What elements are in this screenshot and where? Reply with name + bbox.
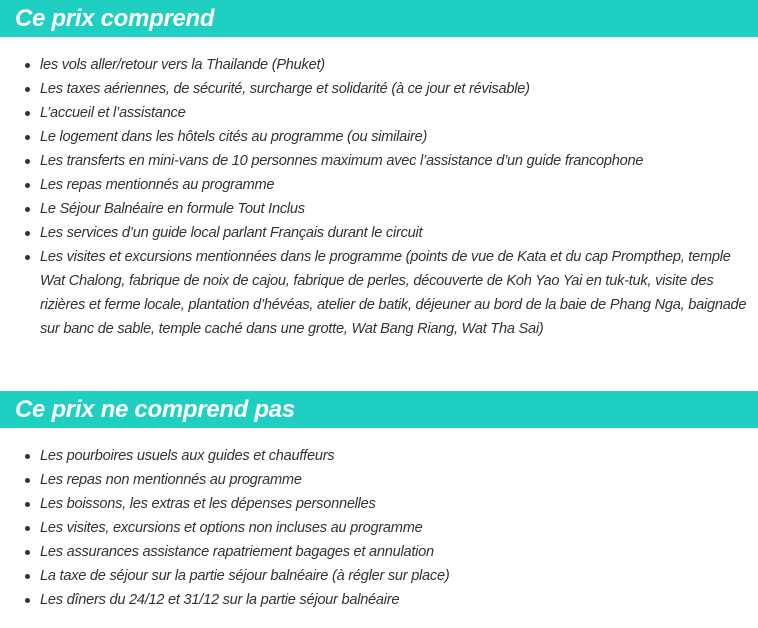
list-item-text: Les pourboires usuels aux guides et chauffeurs (40, 448, 335, 464)
list-item (0, 197, 758, 221)
list-item-text: L’accueil et l’assistance (40, 105, 186, 121)
bullet-icon (25, 231, 30, 236)
list-item (0, 125, 758, 149)
bullet-icon (25, 502, 30, 507)
bullet-icon (25, 159, 30, 164)
list-item-text: Les repas non mentionnés au programme (40, 472, 302, 488)
bullet-icon (25, 598, 30, 603)
list-item-text: les vols aller/retour vers la Thailande (Phuket) (40, 57, 325, 73)
list-item-text: Les transferts en mini-vans de 10 personnes maximum avec l’assistance d’un guide francophone (40, 153, 644, 169)
list-item (0, 468, 758, 492)
list-item (0, 101, 758, 125)
includes-title: Ce prix comprend (15, 4, 215, 32)
list-item (0, 149, 758, 173)
bullet-icon (25, 183, 30, 188)
list-item-text: Les assurances assistance rapatriement bagages et annulation (40, 544, 434, 560)
excludes-section (0, 391, 758, 608)
list-item-text: Les boissons, les extras et les dépenses personnelles (40, 496, 376, 512)
list-item (0, 245, 758, 341)
bullet-icon (25, 550, 30, 555)
list-item (0, 588, 758, 612)
list-item-text: Le logement dans les hôtels cités au programme (ou similaire) (40, 129, 428, 145)
bullet-icon (25, 478, 30, 483)
list-item (0, 173, 758, 197)
list-item (0, 53, 758, 77)
bullet-icon (25, 526, 30, 531)
bullet-icon (25, 255, 30, 260)
list-item (0, 540, 758, 564)
list-item-text: Le Séjour Balnéaire en formule Tout Inclus (40, 201, 305, 217)
excludes-list (0, 444, 758, 612)
list-item-text: Les visites et excursions mentionnées dans le programme (points de vue de Kata et du cap Prompthep, temple Wat Chalong, fabrique de noix de cajou, fabrique de perles, découverte de Koh Yao Yai en tuk-tuk, visite des rizières et ferme locale, plantation d’hévéas, atelier de batik, déjeuner au bord de la baie de Phang Nga, baignade sur banc de sable, temple caché dans une grotte, Wat Bang Riang, Wat Tha Sai) (40, 249, 747, 337)
list-item-text: Les dîners du 24/12 et 31/12 sur la partie séjour balnéaire (40, 592, 400, 608)
bullet-icon (25, 454, 30, 459)
bullet-icon (25, 111, 30, 116)
bullet-icon (25, 87, 30, 92)
list-item (0, 564, 758, 588)
list-item-text: Les visites, excursions et options non incluses au programme (40, 520, 423, 536)
excludes-header-bar (0, 391, 758, 428)
excludes-title: Ce prix ne comprend pas (15, 395, 295, 423)
list-item-text: Les services d’un guide local parlant Français durant le circuit (40, 225, 423, 241)
bullet-icon (25, 63, 30, 68)
includes-header-bar (0, 0, 758, 37)
list-item-text: La taxe de séjour sur la partie séjour balnéaire (à régler sur place) (40, 568, 450, 584)
list-item-text: Les repas mentionnés au programme (40, 177, 275, 193)
list-item (0, 77, 758, 101)
list-item (0, 516, 758, 540)
list-item (0, 492, 758, 516)
list-item-text: Les taxes aériennes, de sécurité, surcharge et solidarité (à ce jour et révisable) (40, 81, 530, 97)
includes-list (0, 53, 758, 341)
bullet-icon (25, 207, 30, 212)
list-item (0, 221, 758, 245)
bullet-icon (25, 574, 30, 579)
bullet-icon (25, 135, 30, 140)
list-item (0, 444, 758, 468)
